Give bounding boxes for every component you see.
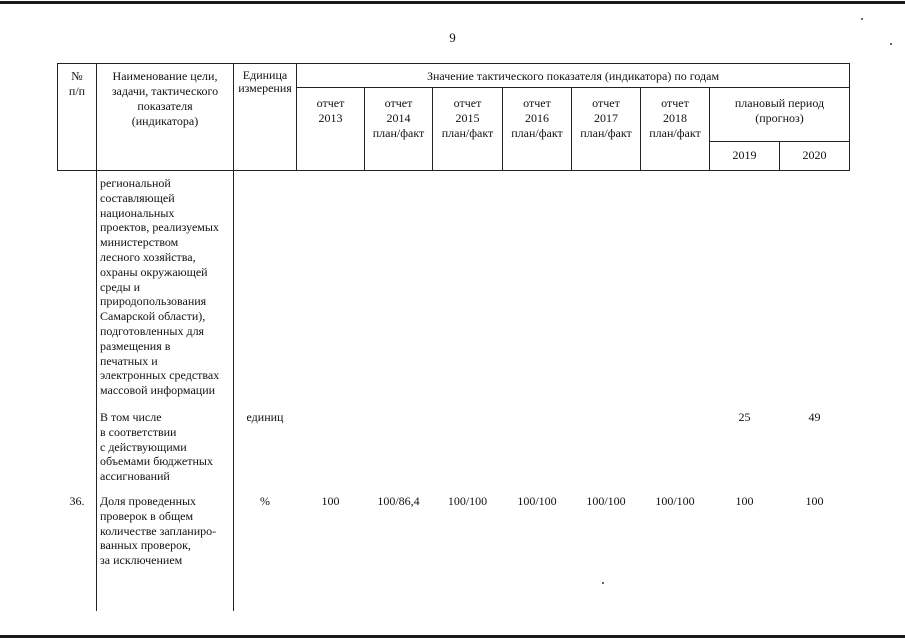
- row-indicator-name: региональной составляющей национальных проектов, реализуемых министерством лесного хозяйства, охраны окружающей среды и природопользования Самарской области), подготовленных для размещения в печатных и электронных средствах массовой информации: [100, 176, 220, 398]
- row-value-2015: 100/100: [447, 494, 488, 508]
- header-forecast-2020: 2020: [802, 148, 827, 162]
- row-indicator-name: Доля проведенных проверок в общем количестве запланиро- ванных проверок, за исключением: [100, 494, 217, 568]
- header-forecast-period: плановый период (прогноз): [734, 96, 825, 125]
- header-unit: Единица измерения: [238, 68, 292, 95]
- row-number: 36.: [69, 494, 85, 508]
- header-forecast-2019: 2019: [732, 148, 757, 162]
- header-values-by-year: Значение тактического показателя (индикатора) по годам: [426, 69, 720, 83]
- top-border-line: [0, 1, 905, 4]
- row-unit: %: [260, 494, 270, 508]
- row-value-2020: 49: [808, 410, 821, 424]
- header-year-2016: отчет 2016 план/факт: [511, 96, 563, 140]
- row-value-2016: 100/100: [517, 494, 557, 508]
- header-year-2018: отчет 2018 план/факт: [649, 96, 701, 140]
- scan-speck: [861, 18, 863, 20]
- row-value-2017: 100/100: [586, 494, 626, 508]
- header-year-2017: отчет 2017 план/факт: [580, 96, 632, 140]
- bottom-border-line: [0, 635, 905, 638]
- header-year-2013: отчет 2013: [316, 96, 345, 125]
- row-value-2019: 100: [735, 494, 754, 508]
- row-unit: единиц: [246, 410, 284, 424]
- scan-speck: [602, 582, 604, 584]
- page-number: 9: [449, 30, 456, 45]
- row-indicator-name: В том числе в соответствии с действующими объемами бюджетных ассигнований: [100, 410, 213, 484]
- header-indicator-name: Наименование цели, задачи, тактического показателя (индикатора): [111, 69, 219, 128]
- row-value-2018: 100/100: [655, 494, 695, 508]
- row-value-2020: 100: [805, 494, 824, 508]
- row-value-2019: 25: [738, 410, 751, 424]
- row-value-2013: 100: [321, 494, 340, 508]
- header-year-2015: отчет 2015 план/факт: [441, 96, 494, 140]
- header-year-2014: отчет 2014 план/факт: [372, 96, 425, 140]
- header-number: № п/п: [68, 69, 86, 98]
- row-value-2014: 100/86,4: [377, 494, 420, 508]
